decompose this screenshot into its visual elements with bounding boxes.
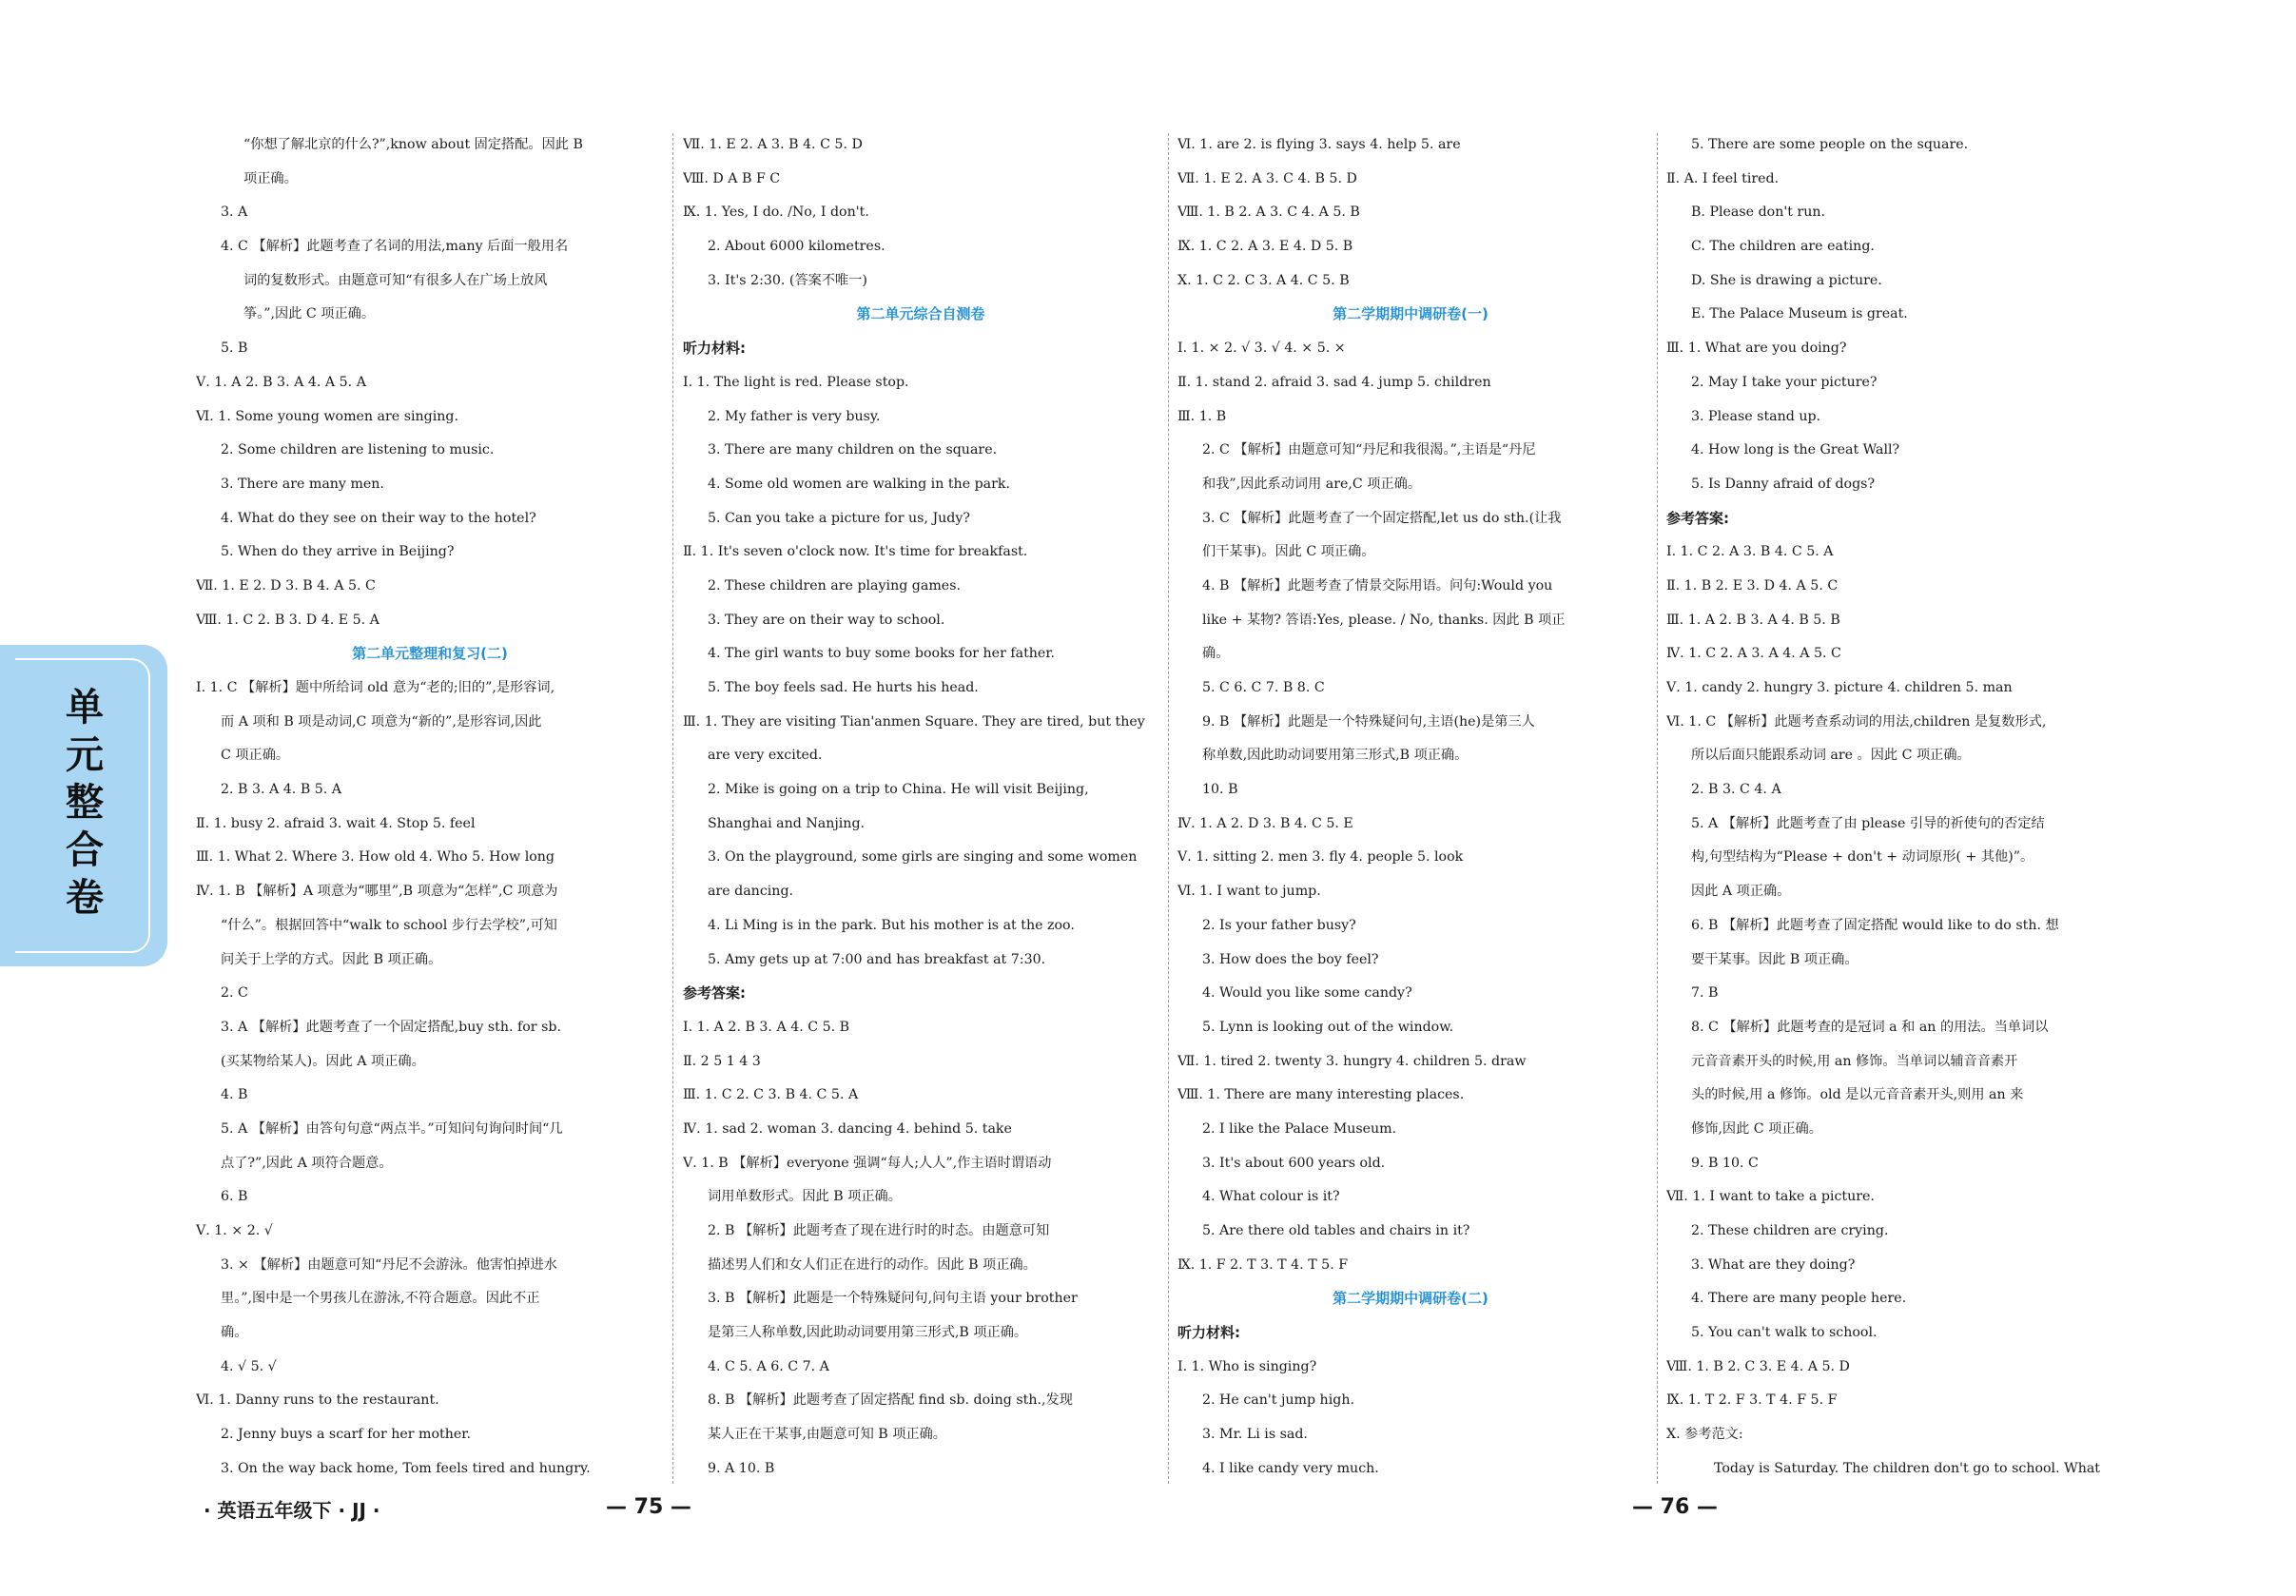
answer-line: 而 A 项和 B 项是动词,C 项意为“新的”,是形容词,因此 (221, 713, 542, 730)
answer-line: Ⅳ. 1. sad 2. woman 3. dancing 4. behind 5. take (683, 1120, 1012, 1137)
side-tab-label: 单元整合卷 (59, 687, 104, 925)
answer-line: 4. What colour is it? (1202, 1189, 1340, 1205)
answer-line: 3. What are they doing? (1691, 1256, 1856, 1273)
answer-line: Ⅸ. 1. Yes, I do. /No, I don't. (683, 204, 869, 221)
answer-line: 4. What do they see on their way to the hotel? (221, 510, 536, 526)
section-title: 第二学期期中调研卷(二) (1333, 1290, 1489, 1308)
answer-line: 3. Please stand up. (1691, 408, 1821, 424)
answer-line: 4. Li Ming is in the park. But his mother is at the zoo. (708, 917, 1075, 933)
answer-line: 3. How does the boy feel? (1202, 951, 1379, 967)
answer-line: 元音音素开头的时候,用 an 修饰。当单词以辅音音素开 (1691, 1053, 2018, 1069)
answer-line: 描述男人们和女人们正在进行的动作。因此 B 项正确。 (708, 1256, 1037, 1273)
answer-line: 3. There are many children on the square. (708, 442, 998, 458)
answer-line: 3. A (221, 204, 248, 221)
answer-line: Ⅷ. 1. B 2. A 3. C 4. A 5. B (1177, 204, 1360, 221)
answer-line: 词的复数形式。由题意可知“有很多人在广场上放风 (243, 272, 548, 288)
answer-column-2 (683, 128, 1158, 1489)
answer-line: Ⅱ. A. I feel tired. (1666, 170, 1780, 186)
answer-line: Ⅱ. 2 5 1 4 3 (683, 1053, 761, 1069)
answer-line: like + 某物? 答语:Yes, please. / No, thanks. 因此 B 项正 (1202, 612, 1566, 628)
answer-line: 4. C 【解析】此题考查了名词的用法,many 后面一般用名 (221, 239, 569, 255)
answer-line: Ⅸ. 1. C 2. A 3. E 4. D 5. B (1177, 239, 1353, 255)
answer-line: 2. My father is very busy. (708, 408, 881, 424)
answer-line: 是第三人称单数,因此助动词要用第三形式,B 项正确。 (708, 1325, 1028, 1341)
section-label: 参考答案: (1666, 509, 1729, 527)
column-divider (1168, 133, 1169, 1484)
answer-line: 3. A 【解析】此题考查了一个固定搭配,buy sth. for sb. (221, 1019, 561, 1035)
answer-line: 3. On the playground, some girls are singing and some women (708, 849, 1138, 866)
answer-line: 要干某事。因此 B 项正确。 (1691, 951, 1858, 967)
answer-line: Ⅴ. 1. × 2. √ (196, 1223, 273, 1238)
answer-line: 5. Are there old tables and chairs in it? (1202, 1223, 1470, 1238)
answer-line: Ⅵ. 1. Some young women are singing. (196, 408, 459, 424)
answer-line: 2. About 6000 kilometres. (708, 239, 885, 255)
answer-line: 5. B (221, 341, 248, 357)
answer-line: Ⅱ. 1. stand 2. afraid 3. sad 4. jump 5. children (1177, 374, 1491, 390)
answer-line: Ⅲ. 1. They are visiting Tian'anmen Square. They are tired, but they (683, 713, 1145, 730)
answer-line: Ⅰ. 1. × 2. √ 3. √ 4. × 5. × (1177, 341, 1346, 357)
answer-line: 4. B 【解析】此题考查了情景交际用语。问句:Would you (1202, 577, 1553, 594)
answer-line: 5. When do they arrive in Beijing? (221, 544, 455, 560)
section-label: 听力材料: (683, 340, 746, 358)
answer-line: 称单数,因此助动词要用第三形式,B 项正确。 (1202, 748, 1469, 764)
answer-line: 4. B (221, 1087, 248, 1103)
answer-line: 3. It's 2:30. (答案不唯一) (708, 272, 867, 288)
answer-line: 2. B 3. A 4. B 5. A (221, 782, 342, 798)
answer-line: 3. They are on their way to school. (708, 612, 945, 628)
answer-line: 10. B (1202, 782, 1238, 798)
answer-line: Ⅰ. 1. C 2. A 3. B 4. C 5. A (1666, 544, 1834, 560)
answer-line: Ⅰ. 1. A 2. B 3. A 4. C 5. B (683, 1019, 850, 1035)
answer-line: 9. B 10. C (1691, 1155, 1759, 1171)
answer-line: Ⅶ. 1. E 2. A 3. B 4. C 5. D (683, 137, 863, 152)
answer-line: 3. C 【解析】此题考查了一个固定搭配,let us do sth.(让我 (1202, 510, 1562, 526)
answer-line: 2. B 3. C 4. A (1691, 782, 1781, 798)
page-number-left: — 75 — (606, 1495, 691, 1519)
section-side-tab (0, 645, 167, 966)
answer-line: Ⅴ. 1. sitting 2. men 3. fly 4. people 5. look (1177, 849, 1464, 866)
answer-line: C. The children are eating. (1691, 239, 1875, 255)
answer-line: (买某物给某人)。因此 A 项正确。 (221, 1053, 425, 1069)
answer-line: 5. Amy gets up at 7:00 and has breakfast at 7:30. (708, 951, 1046, 967)
answer-column-4 (1666, 128, 2132, 1489)
answer-line: 6. B 【解析】此题考查了固定搭配 would like to do sth. 想 (1691, 917, 2059, 933)
answer-line: 2. B 【解析】此题考查了现在进行时的时态。由题意可知 (708, 1223, 1050, 1238)
answer-line: 2. These children are playing games. (708, 577, 961, 594)
answer-line: 2. Jenny buys a scarf for her mother. (221, 1427, 472, 1443)
answer-line: Ⅹ. 1. C 2. C 3. A 4. C 5. B (1177, 272, 1350, 288)
answer-line: 5. Is Danny afraid of dogs? (1691, 476, 1876, 492)
answer-line: 2. He can't jump high. (1202, 1392, 1354, 1409)
answer-line: are very excited. (708, 748, 823, 764)
answer-line: 问关于上学的方式。因此 B 项正确。 (221, 951, 442, 967)
answer-line: Ⅷ. 1. C 2. B 3. D 4. E 5. A (196, 612, 379, 628)
answer-line: Ⅶ. 1. E 2. D 3. B 4. A 5. C (196, 577, 376, 594)
answer-line: 3. It's about 600 years old. (1202, 1155, 1386, 1171)
answer-line: “你想了解北京的什么?”,know about 固定搭配。因此 B (243, 137, 583, 152)
section-label: 听力材料: (1177, 1324, 1240, 1342)
answer-line: 2. I like the Palace Museum. (1202, 1120, 1397, 1137)
answer-line: 构,句型结构为“Please + don't + 动词原形( + 其他)”。 (1691, 849, 2034, 866)
answer-line: Ⅱ. 1. B 2. E 3. D 4. A 5. C (1666, 577, 1839, 594)
answer-line: Ⅳ. 1. B 【解析】A 项意为“哪里”,B 项意为“怎样”,C 项意为 (196, 884, 558, 900)
answer-line: E. The Palace Museum is great. (1691, 306, 1908, 322)
answer-line: Ⅵ. 1. I want to jump. (1177, 884, 1321, 900)
answer-line: Ⅰ. 1. The light is red. Please stop. (683, 374, 909, 390)
answer-line: 4. Would you like some candy? (1202, 985, 1412, 1002)
answer-line: 2. C 【解析】由题意可知“丹尼和我很渴。”,主语是“丹尼 (1202, 442, 1536, 458)
answer-line: Ⅱ. 1. It's seven o'clock now. It's time for breakfast. (683, 544, 1028, 560)
answer-line: 4. C 5. A 6. C 7. A (708, 1358, 829, 1374)
answer-line: Ⅶ. 1. E 2. A 3. C 4. B 5. D (1177, 170, 1357, 186)
answer-line: 2. Is your father busy? (1202, 917, 1356, 933)
answer-line: 7. B (1691, 985, 1719, 1002)
answer-line: B. Please don't run. (1691, 204, 1826, 221)
column-divider (672, 133, 673, 1484)
answer-line: 5. You can't walk to school. (1691, 1325, 1878, 1341)
answer-line: Shanghai and Nanjing. (708, 815, 866, 831)
answer-line: 8. B 【解析】此题考查了固定搭配 find sb. doing sth.,发现 (708, 1392, 1073, 1409)
answer-line: Ⅸ. 1. F 2. T 3. T 4. T 5. F (1177, 1256, 1349, 1273)
answer-line: 们干某事)。因此 C 项正确。 (1202, 544, 1375, 560)
answer-line: 2. C (221, 985, 248, 1002)
answer-line: 3. B 【解析】此题是一个特殊疑问句,问句主语 your brother (708, 1291, 1078, 1307)
answer-line: 5. A 【解析】此题考查了由 please 引导的祈使句的否定结 (1691, 815, 2045, 831)
answer-line: 3. There are many men. (221, 476, 384, 492)
answer-line: 4. The girl wants to buy some books for her father. (708, 646, 1056, 662)
answer-line: 9. B 【解析】此题是一个特殊疑问句,主语(he)是第三人 (1202, 713, 1535, 730)
column-divider (1657, 133, 1658, 1484)
answer-line: Ⅰ. 1. C 【解析】题中所给词 old 意为“老的;旧的”,是形容词, (196, 680, 555, 695)
answer-line: Ⅴ. 1. A 2. B 3. A 4. A 5. A (196, 374, 366, 390)
answer-line: 5. The boy feels sad. He hurts his head. (708, 680, 979, 695)
answer-line: 3. × 【解析】由题意可知“丹尼不会游泳。他害怕掉进水 (221, 1256, 557, 1273)
answer-line: Ⅴ. 1. B 【解析】everyone 强调“每人;人人”,作主语时谓语动 (683, 1155, 1052, 1171)
answer-line: Ⅰ. 1. Who is singing? (1177, 1358, 1317, 1374)
answer-line: 2. Some children are listening to music. (221, 442, 495, 458)
answer-line: 3. On the way back home, Tom feels tired and hungry. (221, 1460, 591, 1476)
answer-line: 筝。”,因此 C 项正确。 (243, 306, 376, 322)
answer-line: Ⅵ. 1. C 【解析】此题考查系动词的用法,children 是复数形式, (1666, 713, 2047, 730)
answer-line: 某人正在干某事,由题意可知 B 项正确。 (708, 1427, 946, 1443)
answer-line: 5. C 6. C 7. B 8. C (1202, 680, 1325, 695)
answer-line: Ⅹ. 参考范文: (1666, 1427, 1743, 1443)
answer-line: 确。 (221, 1325, 248, 1341)
answer-line: Ⅵ. 1. are 2. is flying 3. says 4. help 5. are (1177, 137, 1461, 152)
answer-line: Ⅲ. 1. What 2. Where 3. How old 4. Who 5. How long (196, 849, 555, 866)
answer-line: 点了?”,因此 A 项符合题意。 (221, 1155, 393, 1171)
answer-line: Ⅴ. 1. candy 2. hungry 3. picture 4. children 5. man (1666, 680, 2013, 695)
answer-line: are dancing. (708, 884, 794, 900)
answer-line: 9. A 10. B (708, 1460, 775, 1476)
answer-line: Ⅸ. 1. T 2. F 3. T 4. F 5. F (1666, 1392, 1838, 1409)
answer-line: 2. Mike is going on a trip to China. He will visit Beijing, (708, 782, 1089, 798)
answer-line: Ⅵ. 1. Danny runs to the restaurant. (196, 1392, 439, 1409)
answer-line: 里。”,图中是一个男孩儿在游泳,不符合题意。因此不正 (221, 1291, 540, 1307)
answer-line: 2. These children are crying. (1691, 1223, 1889, 1238)
answer-line: Ⅳ. 1. A 2. D 3. B 4. C 5. E (1177, 815, 1353, 831)
answer-column-1 (196, 128, 664, 1489)
answer-line: Ⅳ. 1. C 2. A 3. A 4. A 5. C (1666, 646, 1841, 662)
answer-line: 5. A 【解析】由答句句意“两点半。”可知问句询问时间“几 (221, 1120, 563, 1137)
answer-line: 词用单数形式。因此 B 项正确。 (708, 1189, 902, 1205)
answer-line: 3. Mr. Li is sad. (1202, 1427, 1308, 1443)
answer-line: 和我”,因此系动词用 are,C 项正确。 (1202, 476, 1422, 492)
section-label: 参考答案: (683, 984, 746, 1002)
answer-line: C 项正确。 (221, 748, 290, 764)
answer-line: Today is Saturday. The children don't go to school. What (1714, 1460, 2100, 1476)
answer-line: 4. I like candy very much. (1202, 1460, 1379, 1476)
answer-line: 5. Can you take a picture for us, Judy? (708, 510, 970, 526)
section-title: 第二单元综合自测卷 (856, 305, 985, 323)
answer-line: Ⅲ. 1. B (1177, 408, 1227, 424)
answer-line: Ⅷ. 1. B 2. C 3. E 4. A 5. D (1666, 1358, 1850, 1374)
answer-line: 项正确。 (243, 170, 298, 186)
answer-line: D. She is drawing a picture. (1691, 272, 1882, 288)
answer-line: 确。 (1202, 646, 1230, 662)
answer-line: 8. C 【解析】此题考查的是冠词 a 和 an 的用法。当单词以 (1691, 1019, 2049, 1035)
answer-line: Ⅲ. 1. What are you doing? (1666, 341, 1847, 357)
answer-line: 4. There are many people here. (1691, 1291, 1907, 1307)
answer-line: Ⅶ. 1. tired 2. twenty 3. hungry 4. children 5. draw (1177, 1053, 1527, 1069)
answer-line: 5. There are some people on the square. (1691, 137, 1969, 152)
answer-line: Ⅱ. 1. busy 2. afraid 3. wait 4. Stop 5. feel (196, 815, 476, 831)
answer-line: Ⅷ. D A B F C (683, 170, 781, 186)
footer-book-label: · 英语五年级下 · JJ · (204, 1499, 380, 1522)
answer-line: 6. B (221, 1189, 248, 1205)
answer-line: 因此 A 项正确。 (1691, 884, 1791, 900)
answer-line: Ⅲ. 1. A 2. B 3. A 4. B 5. B (1666, 612, 1840, 628)
answer-line: Ⅲ. 1. C 2. C 3. B 4. C 5. A (683, 1087, 859, 1103)
answer-column-3 (1177, 128, 1644, 1489)
answer-line: “什么”。根据回答中“walk to school 步行去学校”,可知 (221, 917, 557, 933)
page-number-right: — 76 — (1632, 1495, 1718, 1519)
answer-line: 所以后面只能跟系动词 are 。因此 C 项正确。 (1691, 748, 1971, 764)
answer-line: 4. How long is the Great Wall? (1691, 442, 1900, 458)
answer-line: 头的时候,用 a 修饰。old 是以元音音素开头,则用 an 来 (1691, 1087, 2024, 1103)
side-tab-frame (15, 658, 150, 953)
section-title: 第二学期期中调研卷(一) (1333, 305, 1489, 323)
answer-line: 4. Some old women are walking in the park. (708, 476, 1011, 492)
answer-line: 2. May I take your picture? (1691, 374, 1878, 390)
answer-line: Ⅷ. 1. There are many interesting places. (1177, 1087, 1465, 1103)
answer-line: Ⅶ. 1. I want to take a picture. (1666, 1189, 1875, 1205)
answer-line: 5. Lynn is looking out of the window. (1202, 1019, 1454, 1035)
answer-line: 4. √ 5. √ (221, 1358, 277, 1374)
section-title: 第二单元整理和复习(二) (352, 645, 508, 663)
answer-line: 修饰,因此 C 项正确。 (1691, 1120, 1822, 1137)
